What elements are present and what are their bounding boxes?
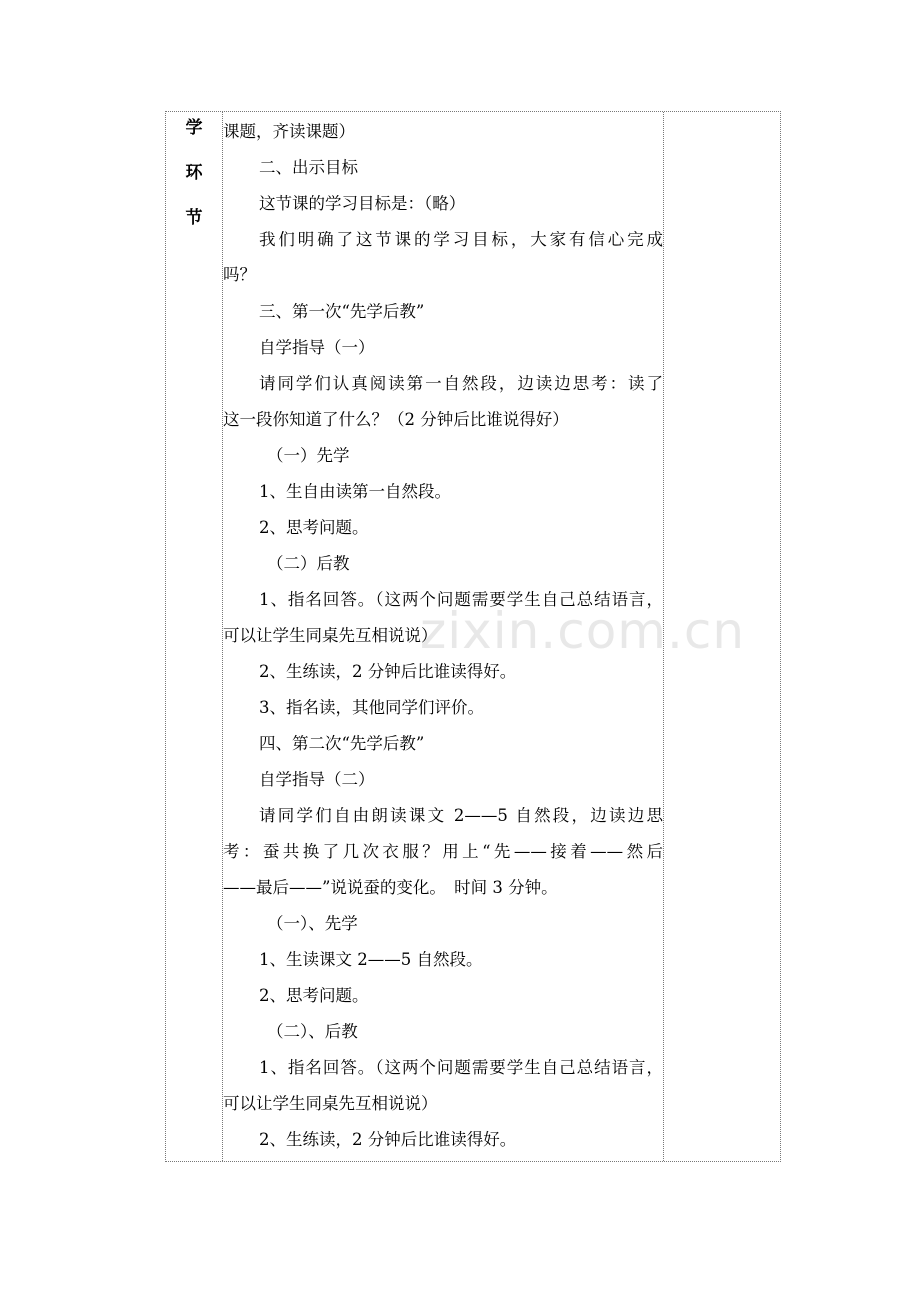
text-line: 这节课的学习目标是：（略）: [259, 194, 466, 213]
text-line: 可以让学生同桌先互相说说）: [223, 1094, 438, 1113]
text-line: 课题，齐读课题）: [223, 122, 355, 141]
text-line: 1、生读课文 2——5 自然段。: [259, 950, 483, 969]
text-line: 自学指导（一）: [259, 338, 375, 357]
text-line: 1、指名回答。（这两个问题需要学生自己总结语言，: [259, 1058, 663, 1077]
text-line: （二）后教: [267, 554, 350, 573]
text-line: ——最后——”说说蚕的变化。 时间 3 分钟。: [223, 878, 558, 897]
text-line: 1、生自由读第一自然段。: [259, 482, 451, 501]
section-label-column: [166, 112, 222, 1161]
watermark: zixin.com.cn: [420, 602, 746, 660]
text-line: （二）、后教: [267, 1022, 358, 1041]
text-line: 2、思考问题。: [259, 518, 369, 537]
text-line: 自学指导（二）: [259, 770, 375, 789]
text-line: 我们明确了这节课的学习目标，大家有信心完成: [259, 230, 663, 249]
text-line: 2、生练读，2 分钟后比谁读得好。: [259, 1130, 517, 1149]
text-line: （一）、先学: [267, 914, 358, 933]
text-line: 2、生练读，2 分钟后比谁读得好。: [259, 662, 517, 681]
text-line: 四、第二次“先学后教”: [259, 734, 425, 753]
section-label-char: 环: [185, 163, 203, 183]
section-label-char: 节: [185, 208, 203, 228]
text-line: 可以让学生同桌先互相说说）: [223, 626, 438, 645]
text-line: （一）先学: [267, 446, 350, 465]
section-label-char: 学: [185, 118, 203, 138]
text-line: 2、思考问题。: [259, 986, 369, 1005]
text-line: 请同学们认真阅读第一自然段，边读边思考：读了: [259, 374, 663, 393]
text-line: 吗？: [223, 265, 256, 284]
text-line: 考：蚕共换了几次衣服？用上“先——接着——然后: [223, 842, 663, 861]
text-line: 请同学们自由朗读课文 2——5 自然段，边读边思: [259, 806, 663, 825]
text-line: 1、指名回答。（这两个问题需要学生自己总结语言，: [259, 590, 663, 609]
text-line: 二、出示目标: [259, 158, 358, 177]
text-line: 三、第一次“先学后教”: [259, 302, 425, 321]
text-line: 这一段你知道了什么？（2 分钟后比谁说得好）: [223, 410, 569, 429]
text-line: 3、指名读，其他同学们评价。: [259, 698, 484, 717]
